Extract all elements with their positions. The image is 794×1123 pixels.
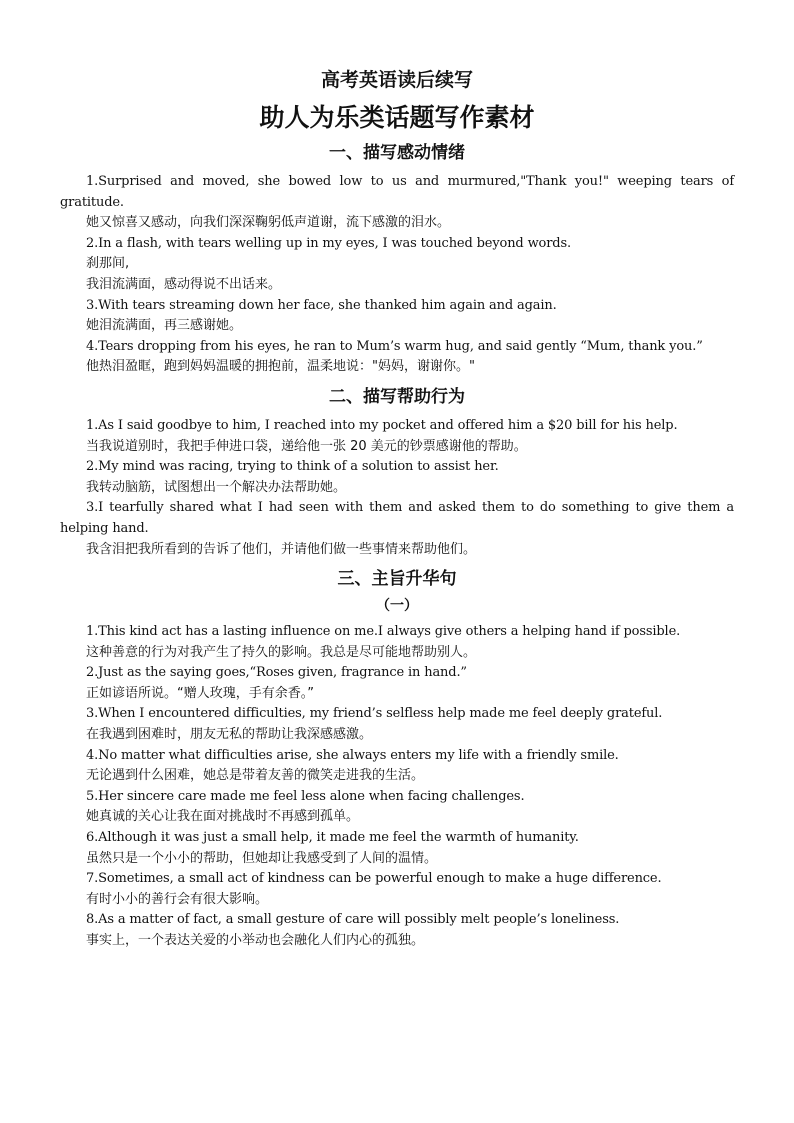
chinese-translation: 她又惊喜又感动，向我们深深鞠躬低声道谢，流下感激的泪水。: [86, 215, 451, 231]
chinese-translation: 刹那间,: [86, 256, 130, 272]
english-sentence: 1.As I said goodbye to him, I reached into my pocket and offered him a $20 bill for his help.: [86, 417, 678, 433]
sentence-item: [60, 337, 734, 378]
sentence-item: [60, 416, 734, 457]
chinese-translation: 这种善意的行为对我产生了持久的影响。我总是尽可能地帮助别人。: [86, 644, 477, 660]
chinese-translation: 在我遇到困难时，朋友无私的帮助让我深感感激。: [86, 727, 373, 743]
chinese-translation: 我含泪把我所看到的告诉了他们，并请他们做一些事情来帮助他们。: [86, 541, 477, 557]
section-subheading: （一）: [376, 598, 418, 615]
english-sentence: 1.This kind act has a lasting influence on me.I always give others a helping hand if possible.: [86, 624, 681, 640]
chinese-translation: 她真诚的关心让我在面对挑战时不再感到孤单。: [86, 809, 360, 825]
english-sentence: 3.With tears streaming down her face, she thanked him again and again.: [86, 297, 557, 313]
section-3: [60, 564, 734, 952]
section-heading: 二、描写帮助行为: [329, 386, 465, 407]
sentence-item: [60, 172, 734, 234]
chinese-translation: 有时小小的善行会有很大影响。: [86, 891, 269, 907]
english-sentence: 6.Although it was just a small help, it made me feel the warmth of humanity.: [86, 830, 579, 846]
chinese-translation: 当我说道别时，我把手伸进口袋，递给他一张 20 美元的钞票感谢他的帮助。: [86, 438, 527, 454]
sentence-item: [60, 457, 734, 498]
chinese-translation: 她泪流满面，再三感谢她。: [86, 318, 243, 334]
sentence-item: [60, 296, 734, 337]
section-heading: 三、主旨升华句: [337, 569, 457, 590]
chinese-translation: 事实上，一个表达关爱的小举动也会融化人们内心的孤独。: [86, 933, 425, 948]
english-sentence: 1.Surprised and moved, she bowed low to us and murmured,"Thank you!" weeping tears of gratitude.: [60, 174, 734, 210]
english-sentence: 2.Just as the saying goes,“Roses given, fragrance in hand.”: [86, 665, 467, 681]
english-sentence: 5.Her sincere care made me feel less alone when facing challenges.: [86, 788, 525, 804]
section-2: [60, 382, 734, 560]
document-subtitle: 助人为乐类话题写作素材: [259, 103, 535, 132]
chinese-translation: 他热泪盈眶，跑到妈妈温暖的拥抱前，温柔地说："妈妈，谢谢你。": [86, 359, 475, 375]
chinese-translation: 无论遇到什么困难，她总是带着友善的微笑走进我的生活。: [86, 768, 425, 784]
chinese-translation: 正如谚语所说。“赠人玫瑰，手有余香。”: [86, 685, 314, 701]
english-sentence: 4.No matter what difficulties arise, she always enters my life with a friendly smile.: [86, 747, 619, 763]
section-heading: 一、描写感动情绪: [329, 143, 465, 163]
sections-container: [60, 138, 734, 952]
chinese-translation: 我转动脑筋，试图想出一个解决办法帮助她。: [86, 479, 347, 495]
sentence-item: [60, 828, 734, 869]
english-sentence: 8.As a matter of fact, a small gesture of care will possibly melt people’s loneliness.: [86, 912, 620, 928]
sentence-item: [60, 498, 734, 560]
chinese-translation: 我泪流满面，感动得说不出话来。: [86, 276, 282, 292]
english-sentence: 2.My mind was racing, trying to think of a solution to assist her.: [86, 459, 499, 475]
english-sentence: 3.When I encountered difficulties, my friend’s selfless help made me feel deeply grateful.: [86, 706, 663, 722]
english-sentence: 3.I tearfully shared what I had seen with them and asked them to do something to give them a helping hand.: [60, 500, 734, 536]
sentence-item: [60, 663, 734, 704]
sentence-item: [60, 234, 734, 296]
sentence-item: [60, 746, 734, 787]
sentence-item: [60, 704, 734, 745]
sentence-item: [60, 622, 734, 663]
english-sentence: 7.Sometimes, a small act of kindness can be powerful enough to make a huge difference.: [86, 871, 662, 887]
sentence-list: [60, 172, 734, 378]
english-sentence: 2.In a flash, with tears welling up in my eyes, I was touched beyond words.: [86, 235, 571, 251]
sentence-list: [60, 416, 734, 560]
english-sentence: 4.Tears dropping from his eyes, he ran to Mum’s warm hug, and said gently “Mum, thank you.”: [86, 338, 703, 354]
chinese-translation: 虽然只是一个小小的帮助，但她却让我感受到了人间的温情。: [86, 850, 438, 866]
section-1: [60, 138, 734, 378]
sentence-item: [60, 910, 734, 951]
sentence-item: [60, 787, 734, 828]
document-title: 高考英语读后续写: [320, 69, 473, 91]
sentence-item: [60, 869, 734, 910]
sentence-list: [60, 622, 734, 952]
